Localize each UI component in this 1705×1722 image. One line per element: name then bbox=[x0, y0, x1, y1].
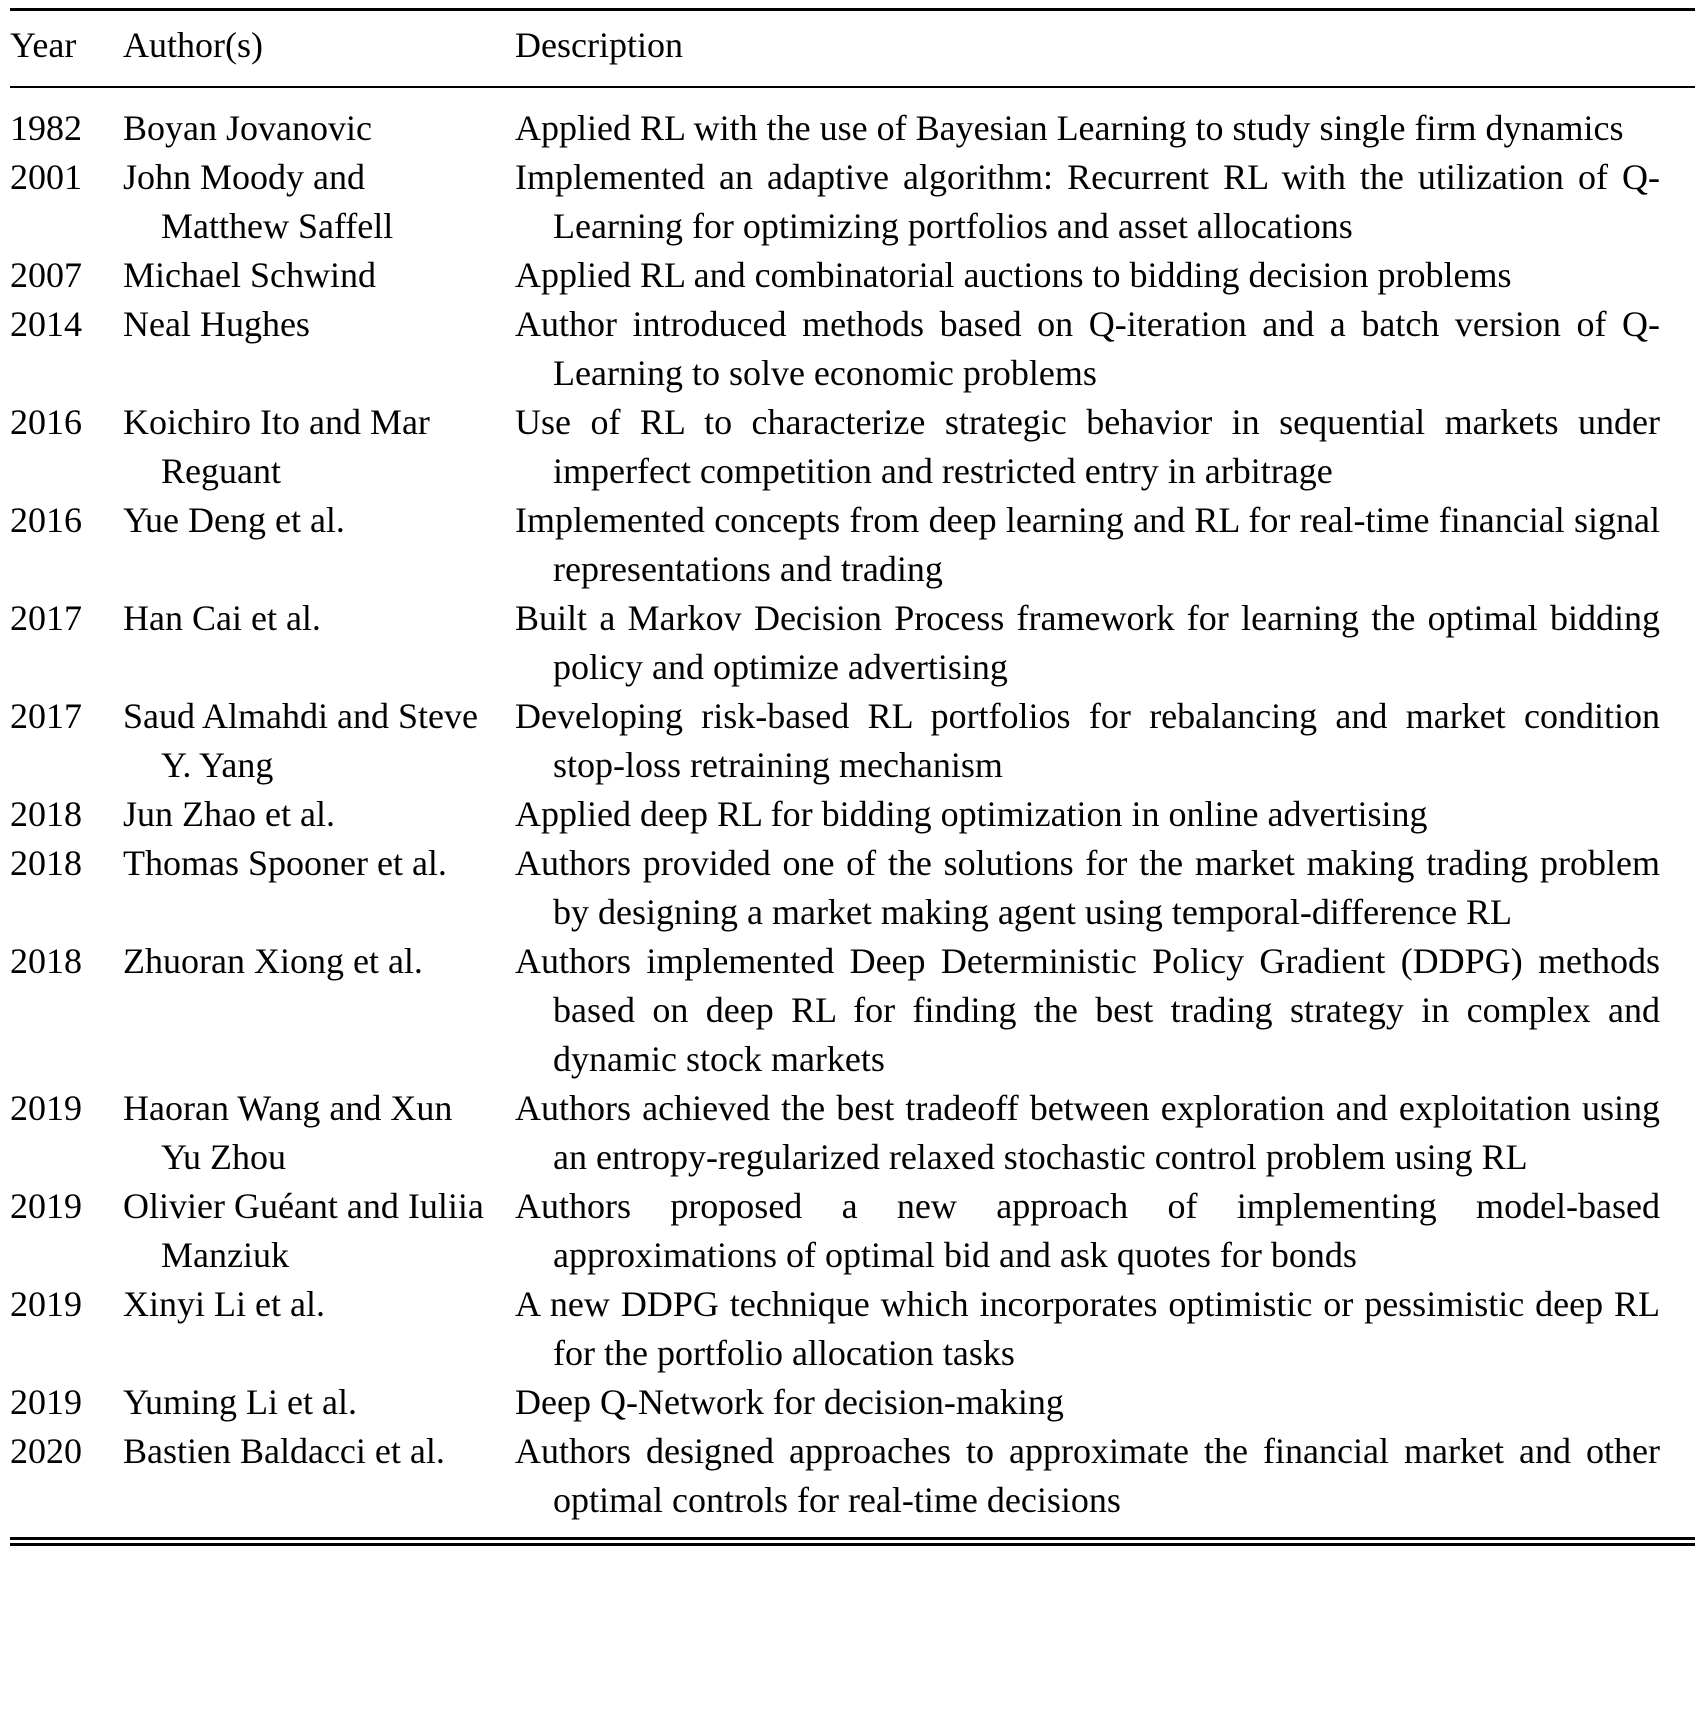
description-cell: Developing risk-based RL portfolios for rebalancing and market condition stop-loss retraining mechanism bbox=[515, 696, 1660, 785]
authors-cell: Boyan Jovanovic bbox=[123, 108, 372, 148]
authors-cell: Zhuoran Xiong et al. bbox=[123, 941, 423, 981]
description-cell: Applied RL with the use of Bayesian Learning to study single firm dynamics bbox=[515, 108, 1624, 148]
table-body bbox=[10, 87, 1695, 1542]
authors-cell: John Moody and Matthew Saffell bbox=[123, 157, 394, 246]
description-cell: Author introduced methods based on Q-iteration and a batch version of Q-Learning to solve economic problems bbox=[515, 304, 1660, 393]
column-header-year: Year bbox=[10, 25, 77, 65]
header-row bbox=[10, 10, 1695, 88]
description-cell: Implemented concepts from deep learning and RL for real-time financial signal representations and trading bbox=[515, 500, 1660, 589]
table-row bbox=[10, 594, 1695, 692]
description-cell: Use of RL to characterize strategic behavior in sequential markets under imperfect competition and restricted entry in arbitrage bbox=[515, 402, 1660, 491]
year-cell: 2017 bbox=[10, 696, 82, 736]
description-cell: Deep Q-Network for decision-making bbox=[515, 1382, 1064, 1422]
table-row bbox=[10, 300, 1695, 398]
table-row bbox=[10, 1280, 1695, 1378]
year-cell: 2017 bbox=[10, 598, 82, 638]
year-cell: 2020 bbox=[10, 1431, 82, 1471]
table-row bbox=[10, 1084, 1695, 1182]
authors-cell: Haoran Wang and Xun Yu Zhou bbox=[123, 1088, 453, 1177]
authors-cell: Bastien Baldacci et al. bbox=[123, 1431, 445, 1471]
table-row bbox=[10, 937, 1695, 1084]
table-row bbox=[10, 87, 1695, 153]
table-row bbox=[10, 790, 1695, 839]
year-cell: 2019 bbox=[10, 1382, 82, 1422]
year-cell: 2001 bbox=[10, 157, 82, 197]
authors-cell: Xinyi Li et al. bbox=[123, 1284, 325, 1324]
rl-finance-literature-table bbox=[10, 8, 1695, 1546]
year-cell: 2019 bbox=[10, 1088, 82, 1128]
authors-cell: Neal Hughes bbox=[123, 304, 310, 344]
authors-cell: Koichiro Ito and Mar Reguant bbox=[123, 402, 430, 491]
year-cell: 2007 bbox=[10, 255, 82, 295]
authors-cell: Jun Zhao et al. bbox=[123, 794, 335, 834]
year-cell: 1982 bbox=[10, 108, 82, 148]
authors-cell: Thomas Spooner et al. bbox=[123, 843, 447, 883]
description-cell: Authors designed approaches to approximate the financial market and other optimal controls for real-time decisions bbox=[515, 1431, 1660, 1520]
description-cell: Built a Markov Decision Process framework for learning the optimal bidding policy and optimize advertising bbox=[515, 598, 1660, 687]
column-header-description: Description bbox=[515, 25, 683, 65]
table-row bbox=[10, 398, 1695, 496]
year-cell: 2018 bbox=[10, 794, 82, 834]
authors-cell: Yue Deng et al. bbox=[123, 500, 345, 540]
authors-cell: Olivier Guéant and Iuliia Manziuk bbox=[123, 1186, 484, 1275]
description-cell: Applied RL and combinatorial auctions to bidding decision problems bbox=[515, 255, 1512, 295]
description-cell: A new DDPG technique which incorporates optimistic or pessimistic deep RL for the portfolio allocation tasks bbox=[515, 1284, 1660, 1373]
description-cell: Authors implemented Deep Deterministic Policy Gradient (DDPG) methods based on deep RL for finding the best trading strategy in complex and dynamic stock markets bbox=[515, 941, 1660, 1079]
description-cell: Implemented an adaptive algorithm: Recurrent RL with the utilization of Q-Learning for optimizing portfolios and asset allocations bbox=[515, 157, 1660, 246]
table-row bbox=[10, 1378, 1695, 1427]
table-row bbox=[10, 496, 1695, 594]
authors-cell: Han Cai et al. bbox=[123, 598, 321, 638]
table-header bbox=[10, 10, 1695, 88]
table-row bbox=[10, 1182, 1695, 1280]
table-row bbox=[10, 1427, 1695, 1542]
table-row bbox=[10, 692, 1695, 790]
authors-cell: Yuming Li et al. bbox=[123, 1382, 357, 1422]
year-cell: 2019 bbox=[10, 1284, 82, 1324]
year-cell: 2014 bbox=[10, 304, 82, 344]
year-cell: 2019 bbox=[10, 1186, 82, 1226]
description-cell: Authors proposed a new approach of implementing model-based approximations of optimal bid and ask quotes for bonds bbox=[515, 1186, 1660, 1275]
description-cell: Applied deep RL for bidding optimization in online advertising bbox=[515, 794, 1428, 834]
year-cell: 2018 bbox=[10, 941, 82, 981]
authors-cell: Michael Schwind bbox=[123, 255, 376, 295]
year-cell: 2016 bbox=[10, 500, 82, 540]
table-row bbox=[10, 251, 1695, 300]
table-row bbox=[10, 153, 1695, 251]
description-cell: Authors provided one of the solutions for the market making trading problem by designing a market making agent using temporal-difference RL bbox=[515, 843, 1660, 932]
year-cell: 2018 bbox=[10, 843, 82, 883]
column-header-authors: Author(s) bbox=[123, 25, 263, 65]
description-cell: Authors achieved the best tradeoff between exploration and exploitation using an entropy-regularized relaxed stochastic control problem using RL bbox=[515, 1088, 1660, 1177]
table-row bbox=[10, 839, 1695, 937]
year-cell: 2016 bbox=[10, 402, 82, 442]
authors-cell: Saud Almahdi and Steve Y. Yang bbox=[123, 696, 478, 785]
